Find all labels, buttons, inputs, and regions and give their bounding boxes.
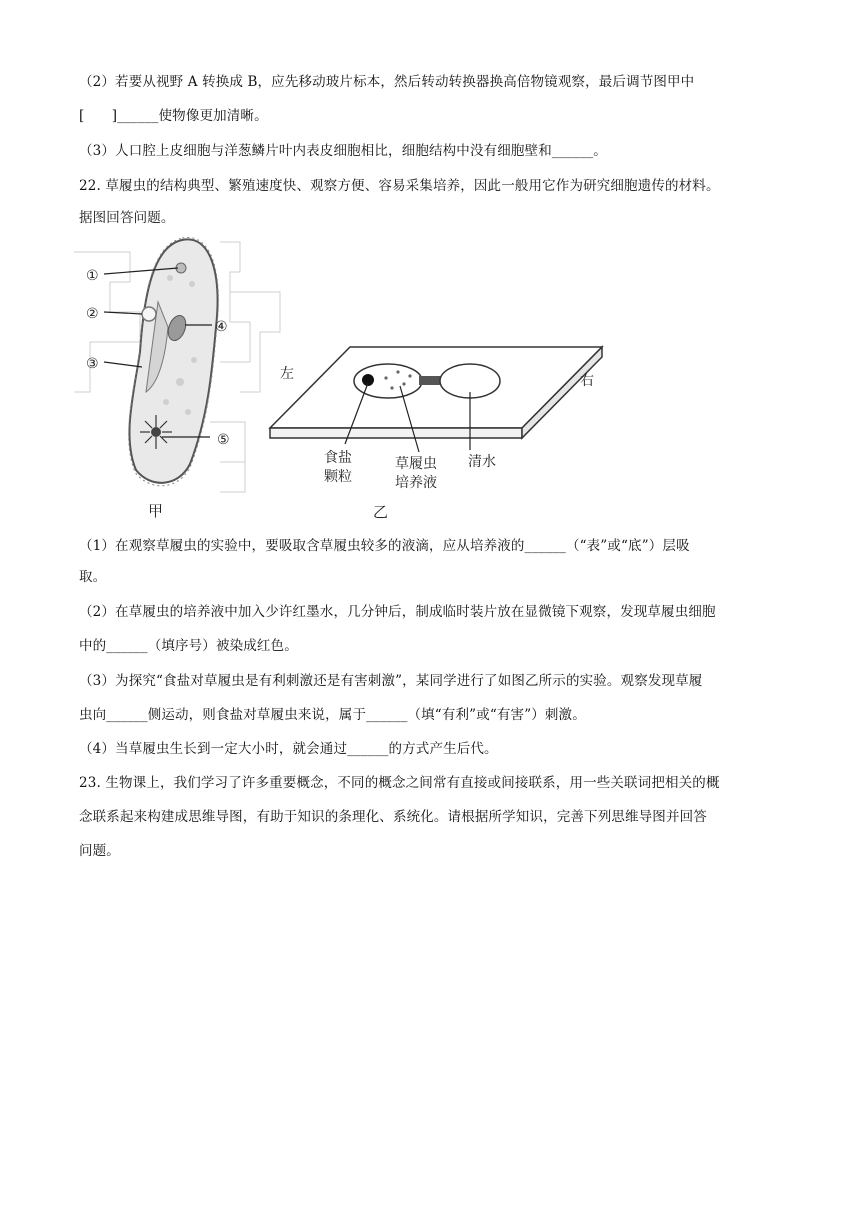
label-culture-line2: 培养液: [395, 475, 437, 491]
question-22-part3-line1: （3）为探究“食盐对草履虫是有利刺激还是有害刺激”，某同学进行了如图乙所示的实验。观察发现草履: [79, 673, 703, 689]
label-2: ②: [86, 306, 99, 322]
question-22-part2-line1: （2）在草履虫的培养液中加入少许红墨水，几分钟后，制成临时装片放在显微镜下观察，发现草履虫细胞: [79, 604, 716, 620]
question-23-stem-line1: 23. 生物课上，我们学习了许多重要概念，不同的概念之间常有直接或间接联系，用一些关联词把相关的概: [79, 775, 720, 791]
question-22-part1-line1: （1）在观察草履虫的实验中，要吸取含草履虫较多的液滴，应从培养液的______（“表”或“底”）层吸: [79, 538, 690, 554]
question-21-part2-line2: [ ]______使物像更加清晰。: [79, 108, 268, 124]
question-21-part3: （3）人口腔上皮细胞与洋葱鳞片叶内表皮细胞相比，细胞结构中没有细胞壁和______。: [79, 143, 607, 159]
paramecium-diagram: [104, 237, 218, 485]
question-22-part4: （4）当草履虫生长到一定大小时，就会通过______的方式产生后代。: [79, 741, 498, 757]
question-23-stem-line3: 问题。: [79, 843, 120, 859]
question-22-part1-line2: 取。: [79, 569, 107, 585]
question-22-stem-line1: 22. 草履虫的结构典型、繁殖速度快、观察方便、容易采集培养，因此一般用它作为研究细胞遗传的材料。: [79, 178, 720, 194]
label-left: 左: [280, 366, 294, 382]
label-water: 清水: [468, 454, 496, 470]
label-5: ⑤: [217, 432, 230, 448]
question-21-part2-line1: （2）若要从视野 A 转换成 B，应先移动玻片标本，然后转动转换器换高倍物镜观察，最后调节图甲中: [79, 74, 695, 90]
label-culture-line1: 草履虫: [395, 456, 437, 472]
paramecium-figure: [70, 232, 630, 527]
label-right: 右: [580, 373, 594, 389]
label-salt-line2: 颗粒: [324, 469, 352, 485]
label-3: ③: [86, 356, 99, 372]
label-salt-line1: 食盐: [324, 450, 352, 466]
label-4: ④: [215, 319, 228, 335]
label-1: ①: [86, 268, 99, 284]
caption-jia: 甲: [148, 502, 164, 520]
question-22-part3-line2: 虫向______侧运动，则食盐对草履虫来说，属于______（填“有利”或“有害”）刺激。: [79, 707, 586, 723]
caption-yi: 乙: [373, 503, 389, 521]
question-23-stem-line2: 念联系起来构建成思维导图，有助于知识的条理化、系统化。请根据所学知识，完善下列思维导图并回答: [79, 809, 707, 825]
slide-diagram: [270, 347, 602, 452]
question-22-stem-line2: 据图回答问题。: [79, 210, 175, 226]
question-22-part2-line2: 中的______（填序号）被染成红色。: [79, 638, 298, 654]
